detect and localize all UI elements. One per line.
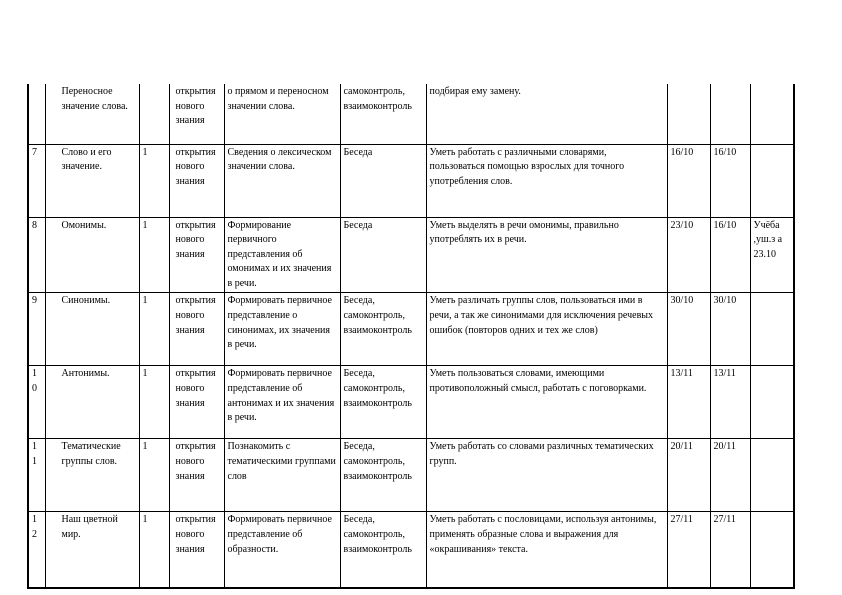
cell-lesson-content: Сведения о лексическом значении слова. bbox=[224, 144, 340, 217]
cell-control-form: Беседа bbox=[340, 144, 426, 217]
table-row bbox=[28, 366, 794, 439]
cell-lesson-type: открытия нового знания bbox=[169, 217, 224, 293]
cell-lesson-content: Формировать первичное представление о синонимах, их значения в речи. bbox=[224, 293, 340, 366]
cell-lesson-topic: Наш цветной мир. bbox=[45, 512, 139, 589]
cell-lesson-content: Формировать первичное представление об образности. bbox=[224, 512, 340, 589]
cell-lesson-number: 9 bbox=[28, 293, 45, 366]
cell-note bbox=[750, 293, 794, 366]
cell-lesson-number: 12 bbox=[28, 512, 45, 589]
cell-lesson-number: 8 bbox=[28, 217, 45, 293]
cell-skills: подбирая ему замену. bbox=[426, 84, 667, 144]
cell-control-form: Беседа, самоконтроль, взаимоконтроль bbox=[340, 512, 426, 589]
cell-note bbox=[750, 144, 794, 217]
cell-control-form: Беседа, самоконтроль, взаимоконтроль bbox=[340, 439, 426, 512]
cell-hours: 1 bbox=[139, 217, 169, 293]
cell-lesson-topic: Синонимы. bbox=[45, 293, 139, 366]
cell-hours: 1 bbox=[139, 144, 169, 217]
cell-hours: 1 bbox=[139, 366, 169, 439]
cell-skills: Уметь пользоваться словами, имеющими противоположный смысл, работать с поговорками. bbox=[426, 366, 667, 439]
table-row bbox=[28, 439, 794, 512]
cell-skills: Уметь выделять в речи омонимы, правильно употреблять их в речи. bbox=[426, 217, 667, 293]
cell-skills: Уметь работать с различными словарями, пользоваться помощью взрослых для точного употребления слов. bbox=[426, 144, 667, 217]
cell-actual-date: 16/10 bbox=[710, 144, 750, 217]
table-body bbox=[28, 84, 794, 588]
cell-lesson-number: 11 bbox=[28, 439, 45, 512]
cell-lesson-content: о прямом и переносном значении слова. bbox=[224, 84, 340, 144]
cell-actual-date: 30/10 bbox=[710, 293, 750, 366]
cell-lesson-topic: Тематические группы слов. bbox=[45, 439, 139, 512]
cell-actual-date: 16/10 bbox=[710, 217, 750, 293]
cell-lesson-content: Познакомить с тематическими группами слов bbox=[224, 439, 340, 512]
cell-lesson-type: открытия нового знания bbox=[169, 144, 224, 217]
cell-lesson-topic: Омонимы. bbox=[45, 217, 139, 293]
cell-note bbox=[750, 439, 794, 512]
cell-lesson-topic: Слово и его значение. bbox=[45, 144, 139, 217]
cell-note: Учёба ,уш.з а 23.10 bbox=[750, 217, 794, 293]
cell-control-form: Беседа, самоконтроль, взаимоконтроль bbox=[340, 366, 426, 439]
cell-hours: 1 bbox=[139, 293, 169, 366]
table-row bbox=[28, 512, 794, 589]
cell-lesson-number bbox=[28, 84, 45, 144]
cell-lesson-topic: Антонимы. bbox=[45, 366, 139, 439]
cell-note bbox=[750, 512, 794, 589]
cell-lesson-type: открытия нового знания bbox=[169, 293, 224, 366]
cell-lesson-content: Формирование первичного представления об омонимах и их значения в речи. bbox=[224, 217, 340, 293]
cell-control-form: Беседа, самоконтроль, взаимоконтроль bbox=[340, 293, 426, 366]
cell-lesson-topic: Переносное значение слова. bbox=[45, 84, 139, 144]
cell-planned-date: 16/10 bbox=[667, 144, 710, 217]
cell-actual-date bbox=[710, 84, 750, 144]
table-row bbox=[28, 84, 794, 144]
cell-planned-date: 27/11 bbox=[667, 512, 710, 589]
table-row bbox=[28, 217, 794, 293]
cell-hours: 1 bbox=[139, 439, 169, 512]
cell-lesson-type: открытия нового знания bbox=[169, 512, 224, 589]
cell-skills: Уметь работать со словами различных тематических групп. bbox=[426, 439, 667, 512]
cell-actual-date: 13/11 bbox=[710, 366, 750, 439]
cell-planned-date: 30/10 bbox=[667, 293, 710, 366]
cell-note bbox=[750, 366, 794, 439]
lesson-plan-table bbox=[27, 84, 795, 589]
table-row bbox=[28, 144, 794, 217]
cell-planned-date: 13/11 bbox=[667, 366, 710, 439]
cell-skills: Уметь различать группы слов, пользоваться ими в речи, а так же синонимами для исключения речевых ошибок (повторов одних и тех же слов) bbox=[426, 293, 667, 366]
cell-planned-date: 23/10 bbox=[667, 217, 710, 293]
cell-lesson-type: открытия нового знания bbox=[169, 366, 224, 439]
cell-note bbox=[750, 84, 794, 144]
cell-control-form: самоконтроль, взаимоконтроль bbox=[340, 84, 426, 144]
table-row bbox=[28, 293, 794, 366]
cell-lesson-type: открытия нового знания bbox=[169, 439, 224, 512]
cell-actual-date: 20/11 bbox=[710, 439, 750, 512]
cell-lesson-type: открытия нового знания bbox=[169, 84, 224, 144]
cell-lesson-number: 10 bbox=[28, 366, 45, 439]
cell-skills: Уметь работать с пословицами, используя антонимы, применять образные слова и выражения для «окрашивания» текста. bbox=[426, 512, 667, 589]
cell-hours: 1 bbox=[139, 512, 169, 589]
cell-actual-date: 27/11 bbox=[710, 512, 750, 589]
cell-lesson-content: Формировать первичное представление об антонимах и их значения в речи. bbox=[224, 366, 340, 439]
cell-control-form: Беседа bbox=[340, 217, 426, 293]
cell-hours bbox=[139, 84, 169, 144]
cell-planned-date: 20/11 bbox=[667, 439, 710, 512]
cell-lesson-number: 7 bbox=[28, 144, 45, 217]
cell-planned-date bbox=[667, 84, 710, 144]
